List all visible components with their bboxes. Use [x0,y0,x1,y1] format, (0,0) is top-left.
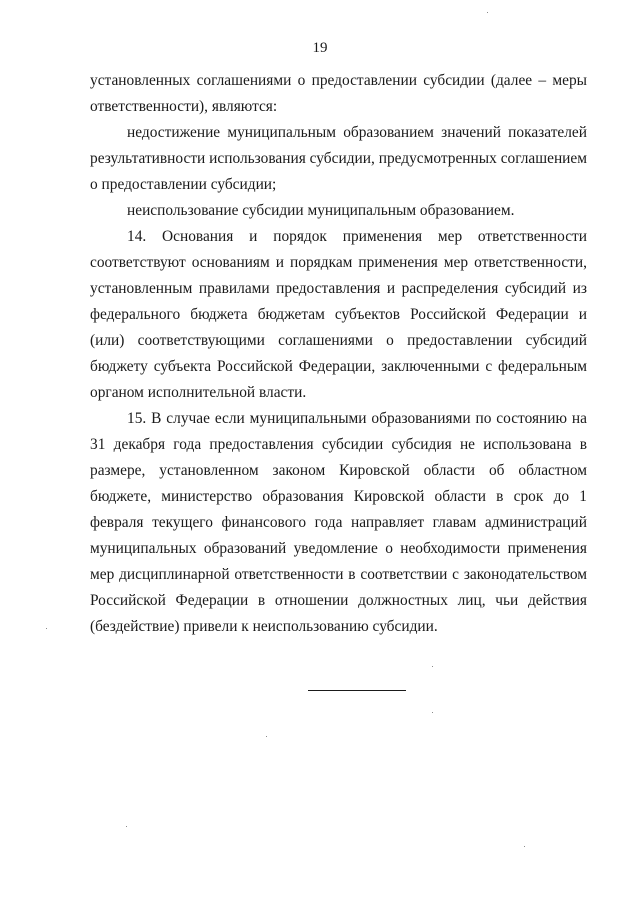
paragraph-responsibility-measures: установленных соглашениями о предоставлении субсидии (далее – меры ответственности), являются: [90,72,587,115]
paragraph-subsidy-unused: неиспользование субсидии муниципальным образованием. [127,202,515,219]
paragraph-clause-15: 15. В случае если муниципальными образованиями по состоянию на 31 декабря года предоставления субсидии субсидия не использована в размере, установленном законом Кировской области об областном бюджете, министерство образования Кировской области в срок до 1 февраля текущего финансового года направляет главам администраций муниципальных образований уведомление о необходимости применения мер дисциплинарной ответственности в соответствии с законодательством Российской Федерации в отношении должностных лиц, чьи действия (бездействие) привели к неиспользованию субсидии. [90,410,587,635]
end-of-text-rule [308,690,406,691]
document-body [90,68,587,640]
paragraph-indicators-not-achieved: недостижение муниципальным образованием значений показателей результативности использования субсидии, предусмотренных соглашением о предоставлении субсидии; [90,124,587,193]
scan-speck [266,736,267,737]
page-number: 19 [312,40,328,56]
scan-speck [46,628,47,629]
scan-speck [432,712,433,713]
scan-speck [126,826,127,827]
paragraph-clause-14: 14. Основания и порядок применения мер ответственности соответствуют основаниям и порядкам применения мер ответственности, установленным правилами предоставления и распределения субсидий из федерального бюджета бюджетам субъектов Российской Федерации и (или) соответствующими соглашениями о предоставлении субсидий бюджету субъекта Российской Федерации, заключенными с федеральным органом исполнительной власти. [90,228,587,401]
scan-speck [432,666,433,667]
scan-speck [487,12,488,13]
scan-speck [524,846,525,847]
